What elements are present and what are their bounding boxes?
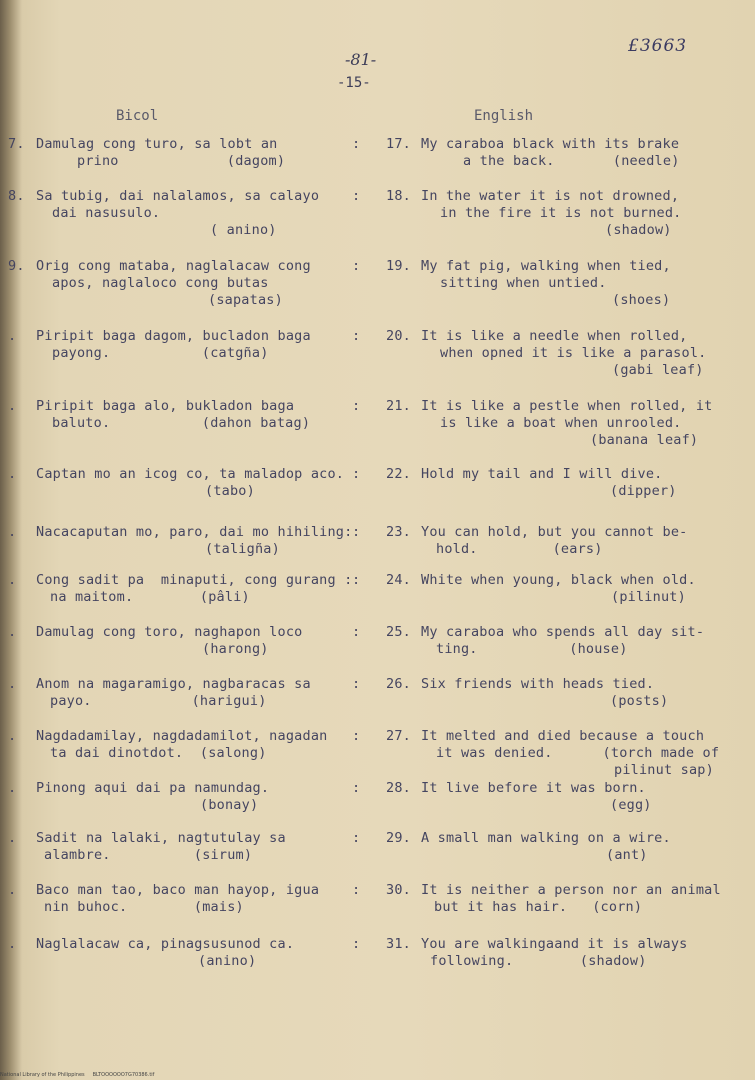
riddle-number-bicol: 7. <box>8 136 25 152</box>
bicol-line: Anom na magaramigo, nagbaracas sa <box>36 676 311 692</box>
english-line: You are walkingaand it is always <box>421 936 688 952</box>
riddle-number-english: 22. <box>386 466 411 482</box>
riddle-number-english: 20. <box>386 328 411 344</box>
english-line: pilinut sap) <box>614 762 714 778</box>
riddle-number-bicol: . <box>8 936 17 952</box>
riddle-number-bicol: 8. <box>8 188 25 204</box>
riddle-number-bicol: . <box>8 466 17 482</box>
riddle-number-bicol: . <box>8 624 17 640</box>
english-line: hold. (ears) <box>436 541 603 557</box>
bicol-line: Captan mo an icog co, ta maladop aco. <box>36 466 345 482</box>
riddle-number-english: 19. <box>386 258 411 274</box>
column-separator: : <box>352 936 361 952</box>
riddle-number-bicol: . <box>8 882 17 898</box>
bicol-line: (taligña) <box>205 541 280 557</box>
english-line: when opned it is like a parasol. <box>440 345 707 361</box>
bicol-line: ta dai dinotdot. (salong) <box>50 745 267 761</box>
english-line: (banana leaf) <box>590 432 699 448</box>
column-separator: : <box>352 624 361 640</box>
english-line: It is like a pestle when rolled, it <box>421 398 713 414</box>
catalog-number: £3663 <box>628 36 688 56</box>
bicol-line: apos, naglaloco cong butas <box>52 275 269 291</box>
riddle-number-english: 30. <box>386 882 411 898</box>
bicol-line: Damulag cong toro, naghapon loco <box>36 624 303 640</box>
english-line: (shoes) <box>612 292 671 308</box>
english-line: It is like a needle when rolled, <box>421 328 688 344</box>
riddle-number-english: 27. <box>386 728 411 744</box>
riddle-number-bicol: 9. <box>8 258 25 274</box>
riddle-number-bicol: . <box>8 524 17 540</box>
column-separator: : <box>352 676 361 692</box>
bicol-line: Baco man tao, baco man hayop, igua <box>36 882 320 898</box>
column-separator: : <box>352 258 361 274</box>
english-line: A small man walking on a wire. <box>421 830 671 846</box>
bicol-line: (tabo) <box>205 483 255 499</box>
bicol-line: Naglalacaw ca, pinagsusunod ca. <box>36 936 295 952</box>
english-line: is like a boat when unrooled. <box>440 415 682 431</box>
bicol-line: (bonay) <box>200 797 259 813</box>
bicol-line: ( anino) <box>210 222 277 238</box>
riddle-number-bicol: . <box>8 676 17 692</box>
english-line: It is neither a person nor an animal <box>421 882 721 898</box>
riddle-number-english: 31. <box>386 936 411 952</box>
english-line: Hold my tail and I will dive. <box>421 466 663 482</box>
bicol-line: (anino) <box>198 953 257 969</box>
english-line: but it has hair. (corn) <box>434 899 643 915</box>
english-line: My fat pig, walking when tied, <box>421 258 671 274</box>
bicol-line: Orig cong mataba, naglalacaw cong <box>36 258 311 274</box>
column-separator: : <box>352 466 361 482</box>
english-line: in the fire it is not burned. <box>440 205 682 221</box>
bicol-line: Damulag cong turo, sa lobt an <box>36 136 278 152</box>
bicol-line: payong. (catgña) <box>52 345 269 361</box>
english-line: It live before it was born. <box>421 780 646 796</box>
column-header-bicol: Bicol <box>116 108 159 124</box>
riddle-number-english: 23. <box>386 524 411 540</box>
english-line: In the water it is not drowned, <box>421 188 680 204</box>
english-line: (shadow) <box>605 222 672 238</box>
english-line: My caraboa who spends all day sit- <box>421 624 705 640</box>
bicol-line: Nacacaputan mo, paro, dai mo hihiling: <box>36 524 353 540</box>
english-line: following. (shadow) <box>430 953 647 969</box>
bicol-line: prino (dagom) <box>77 153 286 169</box>
bicol-line: baluto. (dahon batag) <box>52 415 311 431</box>
column-separator: : <box>352 398 361 414</box>
english-line: a the back. (needle) <box>463 153 680 169</box>
bicol-line: na maitom. (pâli) <box>50 589 250 605</box>
english-line: (pilinut) <box>611 589 686 605</box>
english-line: sitting when untied. <box>440 275 607 291</box>
page-number-handwritten: -81- <box>345 50 377 69</box>
riddle-number-english: 25. <box>386 624 411 640</box>
riddle-number-english: 26. <box>386 676 411 692</box>
bicol-line: Sa tubig, dai nalalamos, sa calayo <box>36 188 320 204</box>
bicol-line: Cong sadit pa minaputi, cong gurang : <box>36 572 353 588</box>
bicol-line: Pinong aqui dai pa namundag. <box>36 780 270 796</box>
bicol-line: (sapatas) <box>208 292 283 308</box>
english-line: It melted and died because a touch <box>421 728 705 744</box>
english-line: (ant) <box>606 847 648 863</box>
english-line: (egg) <box>610 797 652 813</box>
riddle-number-english: 18. <box>386 188 411 204</box>
bicol-line: alambre. (sirum) <box>44 847 253 863</box>
riddle-number-bicol: . <box>8 398 17 414</box>
bicol-line: payo. (harigui) <box>50 693 267 709</box>
riddle-number-bicol: . <box>8 572 17 588</box>
riddle-number-english: 28. <box>386 780 411 796</box>
column-separator: : <box>352 572 361 588</box>
english-line: (dipper) <box>610 483 677 499</box>
column-separator: : <box>352 780 361 796</box>
bicol-line: nin buhoc. (mais) <box>44 899 244 915</box>
bicol-line: Sadit na lalaki, nagtutulay sa <box>36 830 286 846</box>
bicol-line: Piripit baga alo, bukladon baga <box>36 398 295 414</box>
column-header-english: English <box>474 108 534 124</box>
riddle-number-bicol: . <box>8 728 17 744</box>
column-separator: : <box>352 524 361 540</box>
riddle-number-english: 29. <box>386 830 411 846</box>
bicol-line: Nagdadamilay, nagdadamilot, nagadan <box>36 728 328 744</box>
column-separator: : <box>352 830 361 846</box>
footer-source: National Library of the Philippines BLTOOOOOO7G70386.tif <box>0 1072 155 1078</box>
bicol-line: Piripit baga dagom, bucladon baga <box>36 328 311 344</box>
english-line: it was denied. (torch made of <box>436 745 720 761</box>
column-separator: : <box>352 728 361 744</box>
column-separator: : <box>352 188 361 204</box>
english-line: (gabi leaf) <box>612 362 704 378</box>
english-line: ting. (house) <box>436 641 628 657</box>
english-line: You can hold, but you cannot be- <box>421 524 688 540</box>
riddle-number-bicol: . <box>8 328 17 344</box>
column-separator: : <box>352 136 361 152</box>
bicol-line: (harong) <box>202 641 269 657</box>
page-number-typed: -15- <box>337 75 371 91</box>
riddle-number-bicol: . <box>8 830 17 846</box>
bicol-line: dai nasusulo. <box>52 205 161 221</box>
riddle-number-english: 24. <box>386 572 411 588</box>
english-line: My caraboa black with its brake <box>421 136 680 152</box>
riddle-number-bicol: . <box>8 780 17 796</box>
column-separator: : <box>352 882 361 898</box>
riddle-number-english: 21. <box>386 398 411 414</box>
english-line: (posts) <box>610 693 669 709</box>
english-line: White when young, black when old. <box>421 572 696 588</box>
english-line: Six friends with heads tied. <box>421 676 655 692</box>
column-separator: : <box>352 328 361 344</box>
riddle-number-english: 17. <box>386 136 411 152</box>
